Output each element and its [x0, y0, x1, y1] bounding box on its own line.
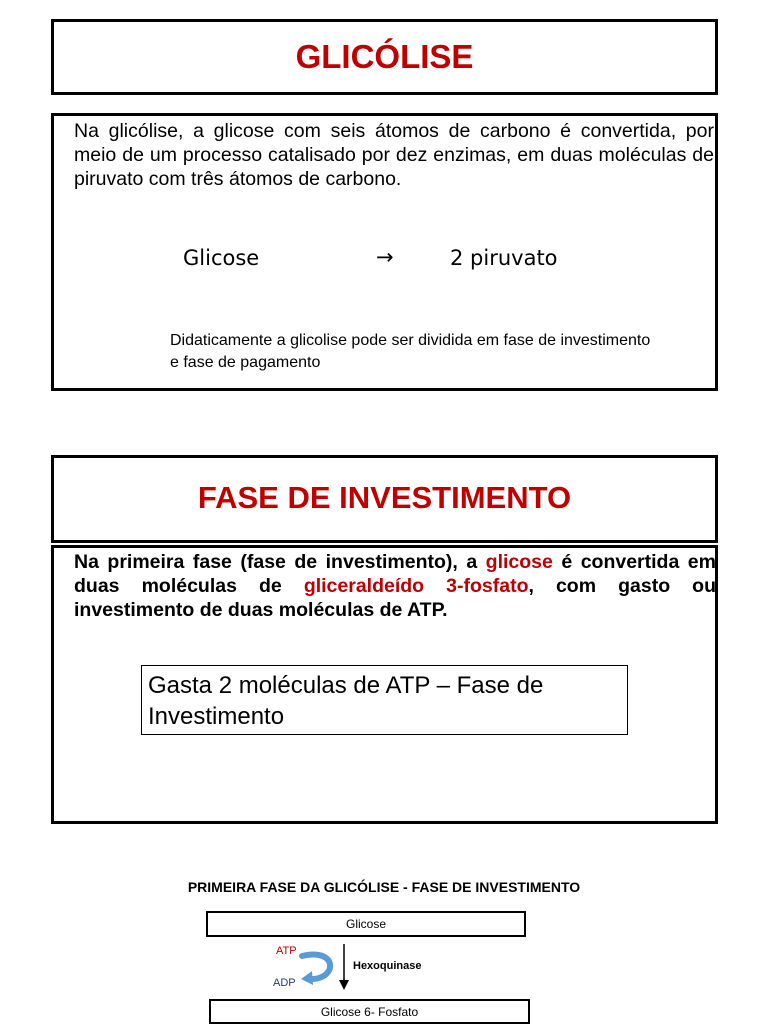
glicolise-note: Didaticamente a glicolise pode ser dividida em fase de investimento e fase de pagamento [170, 332, 651, 371]
investimento-title-box [51, 455, 718, 543]
glicolise-title-box [51, 19, 718, 95]
atp-callout-box [141, 665, 628, 735]
equation-left: Glicose [183, 246, 260, 270]
highlight-glicose: glicose [485, 551, 553, 573]
investimento-content-box [51, 545, 718, 824]
investimento-text-3: , com gasto ou investimento de duas moléculas de ATP. [74, 575, 716, 621]
reaction-down-arrow-icon [336, 942, 352, 992]
diagram-title: PRIMEIRA FASE DA GLICÓLISE - FASE DE INVESTIMENTO [187, 879, 581, 895]
glicose-label: Glicose [345, 917, 386, 931]
investimento-paragraph [74, 550, 716, 622]
glicolise-title: GLICÓLISE [295, 38, 474, 75]
glicose-box [206, 911, 526, 937]
atp-callout-text: Gasta 2 moléculas de ATP – Fase de Investimento [148, 672, 544, 730]
equation-right: 2 piruvato [450, 246, 558, 270]
adp-label: ADP [273, 977, 296, 989]
glicose-6-fosfato-label: Glicose 6- Fosfato [320, 1005, 419, 1019]
investimento-text-1: Na primeira fase (fase de investimento), a [74, 551, 486, 573]
highlight-gliceraldeido: gliceraldeído 3-fosfato [303, 575, 529, 597]
glicolise-paragraph: Na glicólise, a glicose com seis átomos de carbono é convertida, por meio de um processo catalisado por dez enzimas, em duas moléculas de piruvato com três átomos de carbono. [74, 120, 714, 190]
atp-label: ATP [276, 945, 297, 957]
enzyme-label: Hexoquinase [353, 960, 422, 972]
atp-adp-curved-arrow-icon [298, 946, 338, 990]
glicose-6-fosfato-box [209, 999, 530, 1024]
investimento-text-2: é convertida em duas moléculas de [74, 551, 716, 597]
equation-arrow: → [376, 245, 394, 269]
investimento-title: FASE DE INVESTIMENTO [197, 480, 572, 515]
glicolise-content-box [51, 113, 718, 391]
